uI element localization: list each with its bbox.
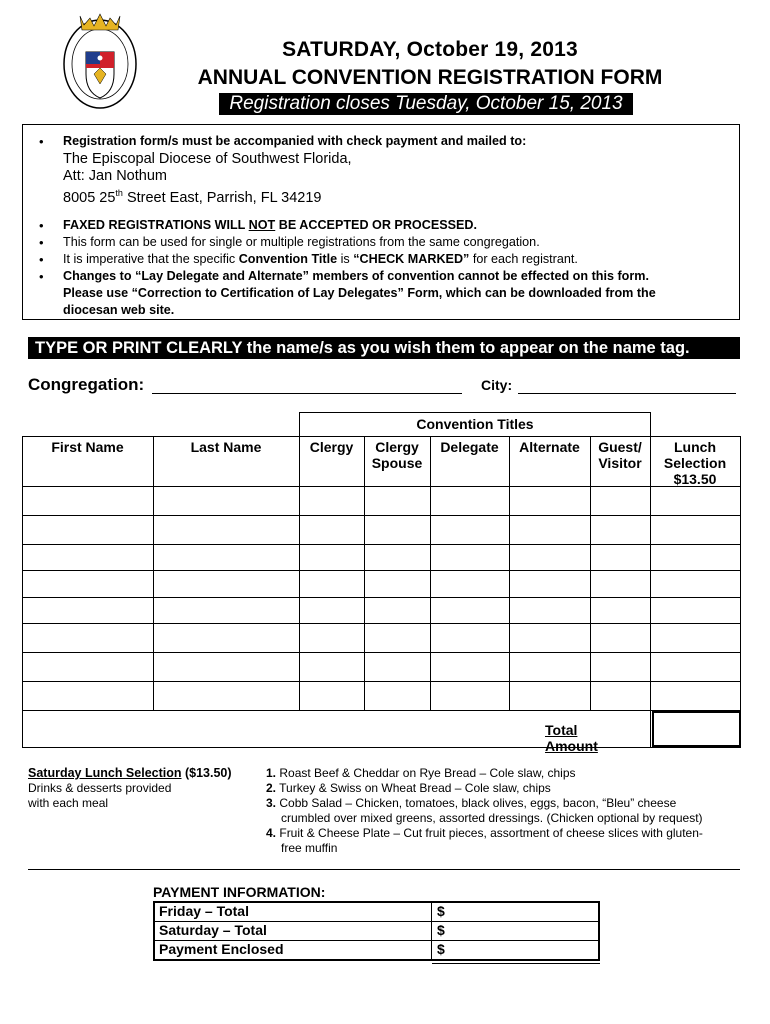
changes-note-1: Changes to “Lay Delegate and Alternate” members of convention cannot be effected on this form. xyxy=(63,269,649,283)
lunch-selection-title: Saturday Lunch Selection ($13.50) xyxy=(28,766,232,780)
lunch-option-1: 1. Roast Beef & Cheddar on Rye Bread – Cole slaw, chips xyxy=(266,766,576,780)
fax-warning: FAXED REGISTRATIONS WILL NOT BE ACCEPTED OR PROCESSED. xyxy=(63,218,478,232)
check-mark-note: It is imperative that the specific Convention Title is “CHECK MARKED” for each registrant. xyxy=(63,252,578,266)
alternate-header: Alternate xyxy=(519,439,580,455)
registrant-row[interactable] xyxy=(23,516,740,544)
lunch-note-1: Drinks & desserts provided xyxy=(28,781,172,795)
address-line-2: Att: Jan Nothum xyxy=(63,168,167,184)
total-amount-label: Total Amount xyxy=(545,722,598,754)
total-amount-field[interactable] xyxy=(654,713,739,745)
lunch-option-4-cont: free muffin xyxy=(281,841,338,855)
city-label: City: xyxy=(481,377,513,393)
clergy-spouse-header: Clergy Spouse xyxy=(371,439,423,471)
bullet-icon: • xyxy=(39,218,44,233)
form-title: ANNUAL CONVENTION REGISTRATION FORM xyxy=(197,66,663,89)
last-name-header: Last Name xyxy=(190,439,262,455)
registrant-row[interactable] xyxy=(23,487,740,515)
lunch-option-4: 4. Fruit & Cheese Plate – Cut fruit pieces, assortment of cheese slices with gluten- xyxy=(266,826,703,840)
lunch-note-2: with each meal xyxy=(28,796,109,810)
registrant-row[interactable] xyxy=(23,653,740,681)
city-field[interactable] xyxy=(518,393,736,394)
saturday-total-label: Saturday – Total xyxy=(159,922,267,938)
bullet-icon: • xyxy=(39,134,44,149)
bullet-icon: • xyxy=(39,252,44,267)
registrant-row[interactable] xyxy=(23,624,740,652)
lunch-option-3: 3. Cobb Salad – Chicken, tomatoes, black olives, eggs, bacon, “Bleu” cheese xyxy=(266,796,677,810)
saturday-total-field[interactable]: $ xyxy=(437,922,445,938)
print-clearly-banner: TYPE OR PRINT CLEARLY the name/s as you wish them to appear on the name tag. xyxy=(28,337,740,359)
guest-visitor-header: Guest/ Visitor xyxy=(598,439,642,471)
delegate-header: Delegate xyxy=(440,439,499,455)
payment-enclosed-label: Payment Enclosed xyxy=(159,941,284,957)
registrant-row[interactable] xyxy=(23,598,740,623)
registrant-row[interactable] xyxy=(23,682,740,710)
changes-note-2: Please use “Correction to Certification of Lay Delegates” Form, which can be downloaded from the xyxy=(63,286,656,300)
clergy-header: Clergy xyxy=(309,439,354,455)
friday-total-label: Friday – Total xyxy=(159,903,249,919)
congregation-label: Congregation: xyxy=(28,375,145,394)
mail-instruction: Registration form/s must be accompanied with check payment and mailed to: xyxy=(63,134,527,148)
section-divider xyxy=(28,869,740,870)
first-name-header: First Name xyxy=(51,439,124,455)
lunch-option-3-cont: crumbled over mixed greens, assorted dressings. (Chicken optional by request) xyxy=(281,811,703,825)
single-multiple-note: This form can be used for single or multiple registrations from the same congregation. xyxy=(63,235,540,249)
changes-note-3: diocesan web site. xyxy=(63,303,175,317)
convention-titles-header: Convention Titles xyxy=(416,416,534,432)
lunch-option-2: 2. Turkey & Swiss on Wheat Bread – Cole slaw, chips xyxy=(266,781,551,795)
payment-info-title: PAYMENT INFORMATION: xyxy=(153,884,326,900)
bullet-icon: • xyxy=(39,269,44,284)
registrant-row[interactable] xyxy=(23,545,740,570)
payment-enclosed-field[interactable]: $ xyxy=(437,941,445,957)
address-line-3: 8005 25th Street East, Parrish, FL 34219 xyxy=(63,188,322,206)
bullet-icon: • xyxy=(39,235,44,250)
diocese-seal-logo xyxy=(60,12,140,112)
registration-deadline: Registration closes Tuesday, October 15, 2013 xyxy=(219,93,633,115)
friday-total-field[interactable]: $ xyxy=(437,903,445,919)
lunch-selection-header: Lunch Selection $13.50 xyxy=(663,439,727,487)
instructions-box xyxy=(22,124,740,320)
registrant-row[interactable] xyxy=(23,571,740,597)
address-line-1: The Episcopal Diocese of Southwest Florida, xyxy=(63,151,352,167)
payment-table xyxy=(153,901,600,961)
congregation-field[interactable] xyxy=(152,393,462,394)
event-date-title: SATURDAY, October 19, 2013 xyxy=(282,38,578,61)
